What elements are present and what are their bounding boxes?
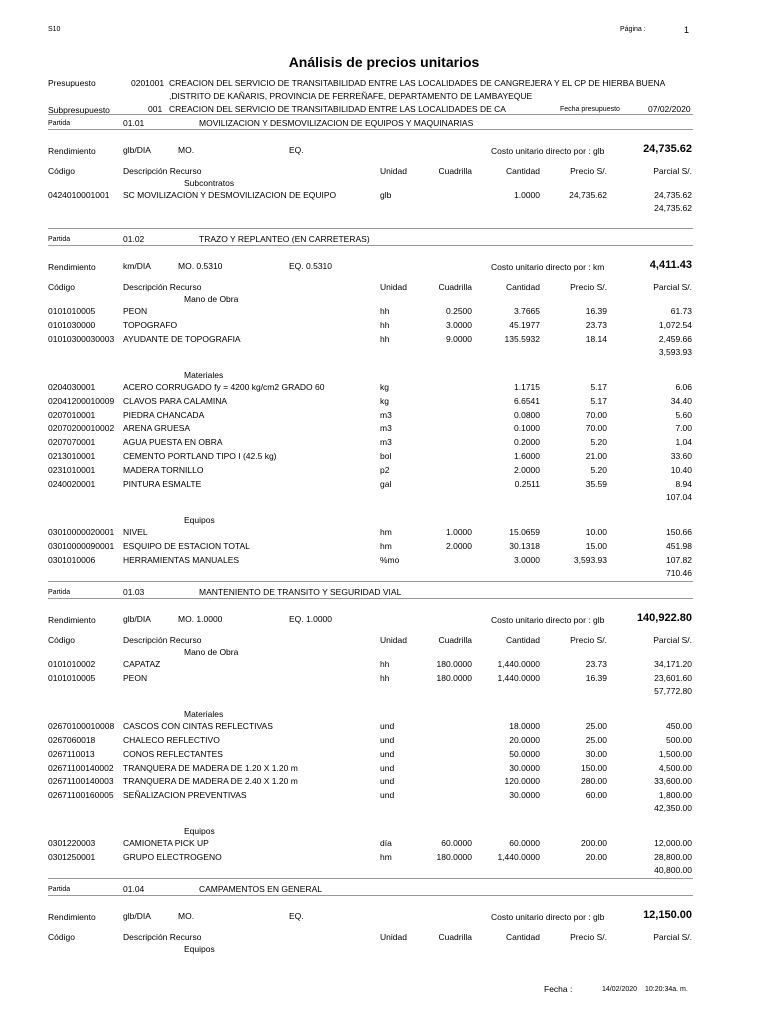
eq-value: EQ. [289, 911, 304, 921]
col-cantidad: Cantidad [505, 635, 540, 645]
col-unidad: Unidad [380, 932, 407, 942]
group-title: Equipos [184, 514, 215, 525]
row-unidad: und [380, 776, 395, 787]
row-parcial: 1,072.54 [658, 319, 692, 330]
col-parcial: Parcial S/. [653, 282, 692, 292]
row-cantidad: 45.1977 [509, 319, 540, 330]
costo-label: Costo unitario directo por : glb [491, 146, 605, 156]
page-title: Análisis de precios unitarios [288, 54, 480, 70]
row-parcial: 1,800.00 [658, 790, 692, 801]
presupuesto-label: Presupuesto [48, 78, 96, 88]
row-cantidad: 18.0000 [509, 720, 540, 731]
row-codigo: 0231010001 [48, 465, 96, 476]
row-precio: 3,593.93 [573, 554, 607, 565]
col-parcial: Parcial S/. [653, 932, 692, 942]
header-divider [48, 114, 693, 115]
row-descripcion: CHALECO REFLECTIVO [123, 734, 220, 745]
fecha-presupuesto: 07/02/2020 [648, 104, 691, 114]
row-unidad: m3 [380, 409, 392, 420]
costo-label: Costo unitario directo por : glb [491, 912, 605, 922]
row-descripcion: CEMENTO PORTLAND TIPO I (42.5 kg) [123, 451, 277, 462]
costo-value: 140,922.80 [636, 612, 692, 624]
row-descripcion: ARENA GRUESA [123, 423, 191, 434]
row-parcial: 5.60 [675, 409, 692, 420]
presupuesto-code: 0201001 [131, 78, 165, 88]
footer-hora: 10:20:34a. m. [645, 986, 688, 993]
row-unidad: m3 [380, 423, 392, 434]
group-subtotal: 42,350.00 [654, 803, 692, 814]
row-descripcion: PINTURA ESMALTE [123, 479, 202, 489]
row-parcial: 12,000.00 [654, 838, 692, 849]
row-descripcion: CLAVOS PARA CALAMINA [123, 395, 228, 406]
row-descripcion: ACERO CORRUGADO fy = 4200 kg/cm2 GRADO 60 [123, 381, 325, 392]
row-cantidad: 1,440.0000 [497, 852, 540, 863]
row-descripcion: ESQUIPO DE ESTACION TOTAL [123, 540, 250, 551]
row-cuadrilla: 180.0000 [436, 852, 472, 863]
partida-divider [48, 878, 693, 879]
rendimiento-unit: glb/DIA [123, 614, 151, 624]
row-precio: 150.00 [581, 762, 607, 773]
row-parcial: 2,459.66 [658, 333, 692, 344]
group-title: Subcontratos [184, 178, 235, 188]
row-parcial: 8.94 [675, 479, 692, 489]
page-label: Página : [620, 26, 646, 33]
subpresupuesto-desc: CREACION DEL SERVICIO DE TRANSITABILIDAD ENTRE LAS LOCALIDADES DE CA [169, 104, 506, 114]
partida-name-underline [48, 245, 693, 246]
mo-value: MO. [178, 911, 195, 921]
row-codigo: 02670100010008 [48, 720, 115, 731]
rendimiento-unit: glb/DIA [123, 145, 151, 155]
group-title: Materiales [184, 369, 224, 380]
partida-code: 01.03 [123, 587, 145, 597]
row-unidad: hm [380, 526, 392, 537]
row-descripcion: CAPATAZ [123, 659, 161, 669]
row-parcial: 23,601.60 [654, 672, 692, 683]
col-parcial: Parcial S/. [653, 166, 692, 176]
col-cuadrilla: Cuadrilla [438, 932, 472, 942]
col-precio: Precio S/. [570, 166, 607, 176]
row-unidad: und [380, 734, 395, 745]
row-codigo: 02070200010002 [48, 423, 115, 434]
row-cantidad: 15.0659 [509, 526, 540, 537]
row-cuadrilla: 180.0000 [436, 672, 472, 683]
subpresupuesto-code: 001 [148, 104, 163, 114]
partida-label: Partida [48, 120, 71, 127]
group-subtotal: 57,772.80 [654, 685, 692, 696]
col-precio: Precio S/. [570, 932, 607, 942]
col-codigo: Código [48, 166, 75, 176]
row-precio: 23.73 [585, 319, 607, 330]
partida-label: Partida [48, 589, 71, 596]
col-unidad: Unidad [380, 282, 407, 292]
row-unidad: hh [380, 319, 390, 330]
col-unidad: Unidad [380, 166, 407, 176]
row-unidad: %mo [380, 554, 400, 565]
col-cantidad: Cantidad [505, 166, 540, 176]
row-codigo: 02671100160005 [48, 790, 114, 801]
row-cantidad: 135.5932 [504, 333, 540, 344]
row-cuadrilla: 2.0000 [446, 540, 472, 551]
row-descripcion: PEON [123, 672, 148, 683]
row-codigo: 03010000020001 [48, 526, 115, 537]
partida-code: 01.02 [123, 234, 145, 244]
rendimiento-label: Rendimiento [48, 912, 96, 922]
partida-divider [48, 228, 693, 229]
row-parcial: 61.73 [670, 306, 692, 316]
row-descripcion: CAMIONETA PICK UP [123, 838, 209, 849]
row-unidad: gal [380, 479, 392, 489]
fecha-presupuesto-label: Fecha presupuesto [560, 106, 620, 113]
col-codigo: Código [48, 282, 75, 292]
col-cuadrilla: Cuadrilla [438, 282, 472, 292]
row-descripcion: GRUPO ELECTROGENO [123, 852, 222, 863]
partida-name-underline [48, 895, 693, 896]
row-unidad: und [380, 762, 395, 773]
presupuesto-desc-2: ,DISTRITO DE KAÑARIS, PROVINCIA DE FERREÑAFE, DEPARTAMENTO DE LAMBAYEQUE [169, 91, 533, 101]
group-title: Mano de Obra [184, 647, 239, 657]
row-parcial: 500.00 [666, 734, 692, 745]
row-descripcion: NIVEL [123, 526, 148, 537]
row-descripcion: AYUDANTE DE TOPOGRAFIA [123, 333, 241, 344]
row-codigo: 0101010005 [48, 306, 96, 316]
col-cuadrilla: Cuadrilla [438, 166, 472, 176]
group-subtotal: 710.46 [666, 567, 692, 578]
partida-code: 01.01 [123, 118, 145, 128]
row-precio: 25.00 [585, 720, 607, 731]
row-precio: 5.20 [590, 437, 607, 448]
row-cantidad: 6.6541 [514, 395, 540, 406]
row-codigo: 0101030000 [48, 319, 96, 330]
row-parcial: 1.04 [675, 437, 692, 448]
col-cuadrilla: Cuadrilla [438, 635, 472, 645]
costo-value: 24,735.62 [643, 143, 692, 155]
row-unidad: bol [380, 451, 392, 462]
row-descripcion: TRANQUERA DE MADERA DE 1.20 X 1.20 m [123, 762, 298, 773]
row-codigo: 01010300030003 [48, 333, 115, 344]
row-cantidad: 0.1000 [514, 423, 540, 434]
partida-divider [48, 581, 693, 582]
group-title: Equipos [184, 944, 215, 954]
presupuesto-desc-1: CREACION DEL SERVICIO DE TRANSITABILIDAD ENTRE LAS LOCALIDADES DE CANGREJERA Y EL CP DE HIERBA BUENA [169, 78, 666, 88]
col-precio: Precio S/. [570, 282, 607, 292]
row-cantidad: 0.0800 [514, 409, 540, 420]
rendimiento-unit: glb/DIA [123, 911, 151, 921]
row-descripcion: PEON [123, 306, 148, 316]
row-descripcion: CASCOS CON CINTAS REFLECTIVAS [123, 720, 273, 731]
row-precio: 10.00 [585, 526, 607, 537]
partida-label: Partida [48, 886, 71, 893]
eq-value: EQ. 0.5310 [289, 261, 333, 271]
row-unidad: hh [380, 672, 390, 683]
row-codigo: 0101010005 [48, 672, 96, 683]
row-descripcion: CONOS REFLECTANTES [123, 748, 223, 759]
row-codigo: 0213010001 [48, 451, 96, 462]
partida-label: Partida [48, 236, 71, 243]
row-descripcion: HERRAMIENTAS MANUALES [123, 554, 240, 565]
row-cantidad: 20.0000 [509, 734, 540, 745]
costo-label: Costo unitario directo por : glb [491, 615, 605, 625]
rendimiento-label: Rendimiento [48, 146, 96, 156]
row-parcial: 28,800.00 [654, 852, 692, 863]
row-codigo: 0301250001 [48, 852, 96, 863]
row-codigo: 0424010001001 [48, 190, 110, 200]
footer-fecha: 14/02/2020 [602, 986, 638, 993]
row-parcial: 33.60 [670, 451, 692, 462]
mo-value: MO. 0.5310 [178, 261, 223, 271]
mo-value: MO. [178, 145, 195, 155]
row-precio: 16.39 [585, 672, 607, 683]
row-codigo: 0301220003 [48, 838, 96, 849]
row-cantidad: 3.7665 [514, 306, 540, 316]
row-precio: 5.17 [590, 395, 607, 406]
row-precio: 25.00 [585, 734, 607, 745]
row-parcial: 7.00 [675, 423, 692, 434]
row-codigo: 0207010001 [48, 409, 96, 420]
row-codigo: 02671100140002 [48, 762, 114, 773]
row-codigo: 02671100140003 [48, 776, 114, 787]
row-unidad: und [380, 748, 395, 759]
row-unidad: m3 [380, 437, 392, 448]
report-code: S10 [48, 26, 61, 33]
partida-name-underline [48, 598, 693, 599]
row-parcial: 450.00 [666, 720, 692, 731]
row-parcial: 24,735.62 [654, 190, 692, 200]
col-parcial: Parcial S/. [653, 635, 692, 645]
rendimiento-label: Rendimiento [48, 615, 96, 625]
page-number: 1 [684, 25, 690, 35]
row-precio: 18.14 [585, 333, 607, 344]
row-parcial: 451.98 [666, 540, 692, 551]
row-precio: 35.59 [585, 479, 607, 489]
partida-name: MANTENIENTO DE TRANSITO Y SEGURIDAD VIAL [199, 587, 402, 597]
row-cuadrilla: 0.2500 [446, 306, 472, 316]
partida-name: CAMPAMENTOS EN GENERAL [199, 884, 322, 894]
row-cuadrilla: 60.0000 [441, 838, 472, 849]
row-cuadrilla: 9.0000 [446, 333, 472, 344]
row-descripcion: TOPOGRAFO [123, 319, 178, 330]
col-descripcion: Descripción Recurso [123, 635, 202, 645]
costo-value: 4,411.43 [649, 259, 692, 271]
row-cantidad: 30.0000 [509, 790, 540, 801]
col-descripcion: Descripción Recurso [123, 282, 202, 292]
group-title: Materiales [184, 708, 224, 719]
row-unidad: p2 [380, 465, 390, 476]
row-codigo: 0267110013 [48, 748, 95, 759]
row-parcial: 33,600.00 [654, 776, 692, 787]
partida-name: MOVILIZACION Y DESMOVILIZACION DE EQUIPOS Y MAQUINARIAS [199, 118, 474, 128]
row-unidad: kg [380, 381, 389, 392]
row-precio: 16.39 [585, 306, 607, 316]
row-cantidad: 1.6000 [514, 451, 540, 462]
group-title: Equipos [184, 826, 215, 837]
rendimiento-label: Rendimiento [48, 262, 96, 272]
row-codigo: 03010000090001 [48, 540, 115, 551]
col-codigo: Código [48, 635, 75, 645]
row-parcial: 34,171.20 [654, 659, 692, 669]
row-precio: 30.00 [585, 748, 607, 759]
row-parcial: 10.40 [670, 465, 692, 476]
row-cantidad: 50.0000 [509, 748, 540, 759]
costo-label: Costo unitario directo por : km [491, 262, 605, 272]
row-precio: 70.00 [585, 409, 607, 420]
row-parcial: 4,500.00 [658, 762, 692, 773]
row-precio: 200.00 [581, 838, 607, 849]
partida-name-underline [48, 129, 693, 130]
row-precio: 21.00 [585, 451, 607, 462]
row-unidad: hh [380, 333, 390, 344]
row-precio: 70.00 [585, 423, 607, 434]
row-cantidad: 1.0000 [514, 190, 540, 200]
row-precio: 5.17 [590, 381, 607, 392]
footer-fecha-label: Fecha : [544, 984, 573, 994]
row-cantidad: 120.0000 [504, 776, 540, 787]
row-unidad: kg [380, 395, 389, 406]
row-precio: 24,735.62 [569, 190, 607, 200]
row-codigo: 02041200010009 [48, 395, 115, 406]
col-descripcion: Descripción Recurso [123, 932, 202, 942]
row-precio: 5.20 [590, 465, 607, 476]
col-cantidad: Cantidad [505, 282, 540, 292]
row-descripcion: TRANQUERA DE MADERA DE 2.40 X 1.20 m [123, 776, 298, 787]
row-codigo: 0267060018 [48, 734, 96, 745]
row-cantidad: 1,440.0000 [497, 672, 540, 683]
row-cantidad: 60.0000 [509, 838, 540, 849]
group-subtotal: 107.04 [666, 491, 692, 502]
row-cantidad: 30.1318 [509, 540, 540, 551]
row-cantidad: 30.0000 [509, 762, 540, 773]
row-unidad: und [380, 790, 395, 801]
row-precio: 280.00 [581, 776, 607, 787]
row-parcial: 150.66 [666, 526, 692, 537]
col-precio: Precio S/. [570, 635, 607, 645]
row-unidad: hh [380, 659, 390, 669]
col-unidad: Unidad [380, 635, 407, 645]
row-parcial: 6.06 [675, 381, 692, 392]
col-cantidad: Cantidad [505, 932, 540, 942]
group-subtotal: 3,593.93 [658, 346, 692, 357]
row-unidad: día [380, 838, 392, 849]
eq-value: EQ. 1.0000 [289, 614, 333, 624]
row-precio: 20.00 [585, 852, 607, 863]
group-subtotal: 40,800.00 [654, 865, 692, 875]
row-cantidad: 3.0000 [514, 554, 540, 565]
mo-value: MO. 1.0000 [178, 614, 223, 624]
row-unidad: glb [380, 190, 392, 200]
col-descripcion: Descripción Recurso [123, 166, 202, 176]
subpresupuesto-label: Subpresupuesto [48, 105, 110, 115]
row-descripcion: SC MOVILIZACION Y DESMOVILIZACION DE EQUIPO [123, 190, 337, 200]
partida-code: 01.04 [123, 884, 145, 894]
rendimiento-unit: km/DIA [123, 261, 151, 271]
row-unidad: hm [380, 540, 392, 551]
row-parcial: 107.82 [666, 554, 692, 565]
row-codigo: 0301010006 [48, 554, 96, 565]
eq-value: EQ. [289, 145, 304, 155]
row-descripcion: MADERA TORNILLO [123, 465, 204, 476]
row-precio: 15.00 [585, 540, 607, 551]
row-unidad: und [380, 720, 395, 731]
row-descripcion: AGUA PUESTA EN OBRA [123, 437, 223, 448]
costo-value: 12,150.00 [643, 909, 692, 921]
row-cuadrilla: 1.0000 [446, 526, 472, 537]
group-title: Mano de Obra [184, 294, 239, 304]
row-parcial: 34.40 [670, 395, 692, 406]
row-parcial: 1,500.00 [658, 748, 692, 759]
group-subtotal: 24,735.62 [654, 202, 692, 213]
row-codigo: 0101010002 [48, 659, 96, 669]
row-cantidad: 0.2511 [514, 479, 540, 489]
row-cantidad: 1.1715 [514, 381, 540, 392]
partida-name: TRAZO Y REPLANTEO (EN CARRETERAS) [199, 234, 370, 244]
row-cantidad: 1,440.0000 [497, 659, 540, 669]
row-unidad: hh [380, 306, 390, 316]
row-codigo: 0204030001 [48, 381, 96, 392]
col-codigo: Código [48, 932, 75, 942]
row-cantidad: 2.0000 [514, 465, 540, 476]
row-codigo: 0207070001 [48, 437, 96, 448]
row-precio: 60.00 [585, 790, 607, 801]
row-precio: 23.73 [585, 659, 607, 669]
row-unidad: hm [380, 852, 392, 863]
row-cuadrilla: 180.0000 [436, 659, 472, 669]
row-cantidad: 0.2000 [514, 437, 540, 448]
row-descripcion: SEÑALIZACION PREVENTIVAS [123, 790, 247, 801]
row-descripcion: PIEDRA CHANCADA [123, 409, 205, 420]
row-codigo: 0240020001 [48, 479, 96, 489]
row-cuadrilla: 3.0000 [446, 319, 472, 330]
